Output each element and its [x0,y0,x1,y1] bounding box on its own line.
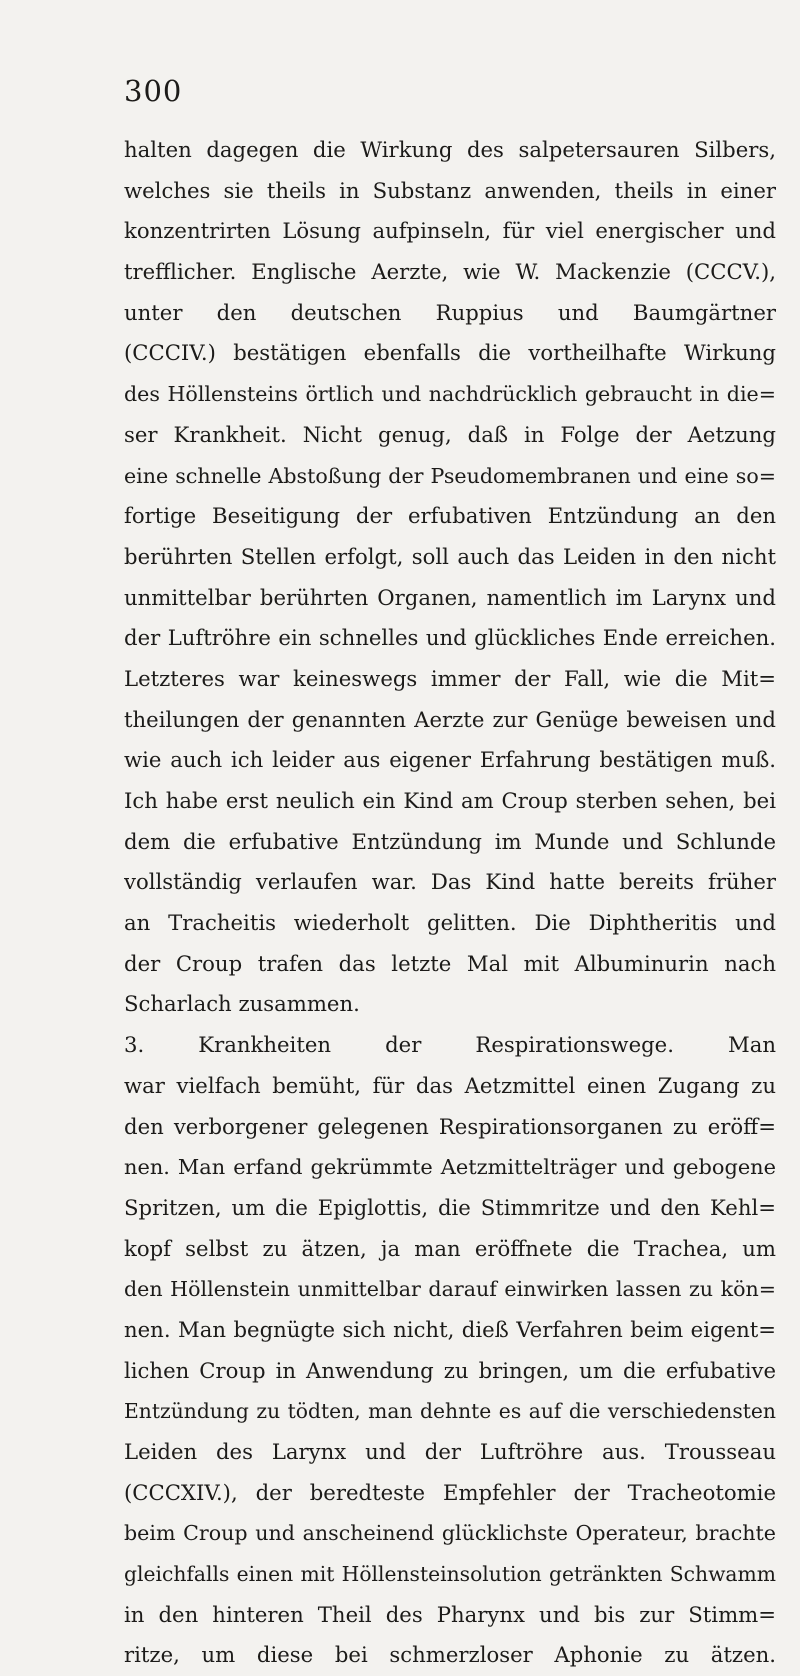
text-line: konzentrirten Lösung aufpinseln, für viel energischer und [124,218,776,244]
text-line: halten dagegen die Wirkung des salpetersauren Silbers, [124,137,776,162]
text-line: wie auch ich leider aus eigener Erfahrung bestätigen muß. [124,747,776,773]
page-number: 300 [124,74,183,108]
text-line: Entzündung zu tödten, man dehnte es auf die verschiedensten [124,1399,776,1424]
text-line: war vielfach bemüht, für das Aetzmittel einen Zugang zu [124,1072,776,1098]
text-line: ser Krankheit. Nicht genug, daß in Folge der Aetzung [124,421,776,447]
text-line: der Croup trafen das letzte Mal mit Albuminurin nach [124,950,776,976]
text-line: beim Croup und anscheinend glücklichste Operateur, brachte [124,1521,776,1546]
text-line: Letzteres war keineswegs immer der Fall, wie die Mit= [124,665,776,691]
text-line: vollständig verlaufen war. Das Kind hatte bereits früher [124,869,776,895]
text-line: (CCCXIV.), der beredteste Empfehler der Tracheotomie [124,1479,776,1505]
text-line: des Höllensteins örtlich und nachdrücklich gebraucht in die= [124,382,776,407]
text-line: trefflicher. Englische Aerzte, wie W. Mackenzie (CCCV.), [124,259,776,285]
text-line: Leiden des Larynx und der Luftröhre aus. Trousseau [124,1439,776,1464]
text-line: nen. Man begnügte sich nicht, dieß Verfahren beim eigent= [124,1316,776,1342]
text-line: Scharlach zusammen. [124,991,360,1017]
text-line: theilungen der genannten Aerzte zur Genüge beweisen und [124,706,776,732]
text-line: fortige Beseitigung der erfubativen Entzündung an den [124,503,776,529]
text-line: Spritzen, um die Epiglottis, die Stimmritze und den Kehl= [124,1194,776,1220]
text-line: in den hinteren Theil des Pharynx und bis zur Stimm= [124,1601,776,1627]
text-line: dem die erfubative Entzündung im Munde und Schlunde [124,828,776,854]
text-line: der Luftröhre ein schnelles und glückliches Ende erreichen. [124,625,776,651]
text-line: welches sie theils in Substanz anwenden, theils in einer [124,177,776,203]
section-heading-line: 3. Krankheiten der Respirationswege. Man [124,1032,776,1058]
text-line: unter den deutschen Ruppius und Baumgärtner [124,299,776,325]
text-line: (CCCIV.) bestätigen ebenfalls die vortheilhafte Wirkung [124,340,776,366]
body-text [124,130,776,1676]
text-line: den Höllenstein unmittelbar darauf einwirken lassen zu kön= [124,1277,776,1302]
text-line: unmittelbar berührten Organen, namentlich im Larynx und [124,584,776,610]
text-line: ritze, um diese bei schmerzloser Aphonie zu ätzen. [124,1642,776,1668]
text-line: kopf selbst zu ätzen, ja man eröffnete die Trachea, um [124,1235,776,1261]
text-line: berührten Stellen erfolgt, soll auch das Leiden in den nicht [124,543,776,569]
text-line: lichen Croup in Anwendung zu bringen, um die erfubative [124,1357,776,1383]
text-line: nen. Man erfand gekrümmte Aetzmittelträger und gebogene [124,1155,776,1180]
text-line: an Tracheitis wiederholt gelitten. Die Diphtheritis und [124,910,776,936]
text-line: den verborgener gelegenen Respirationsorganen zu eröff= [124,1113,776,1139]
text-line: Ich habe erst neulich ein Kind am Croup sterben sehen, bei [124,788,776,813]
text-line: eine schnelle Abstoßung der Pseudomembranen und eine so= [124,463,776,488]
text-line: gleichfalls einen mit Höllensteinsolution getränkten Schwamm [124,1562,776,1587]
